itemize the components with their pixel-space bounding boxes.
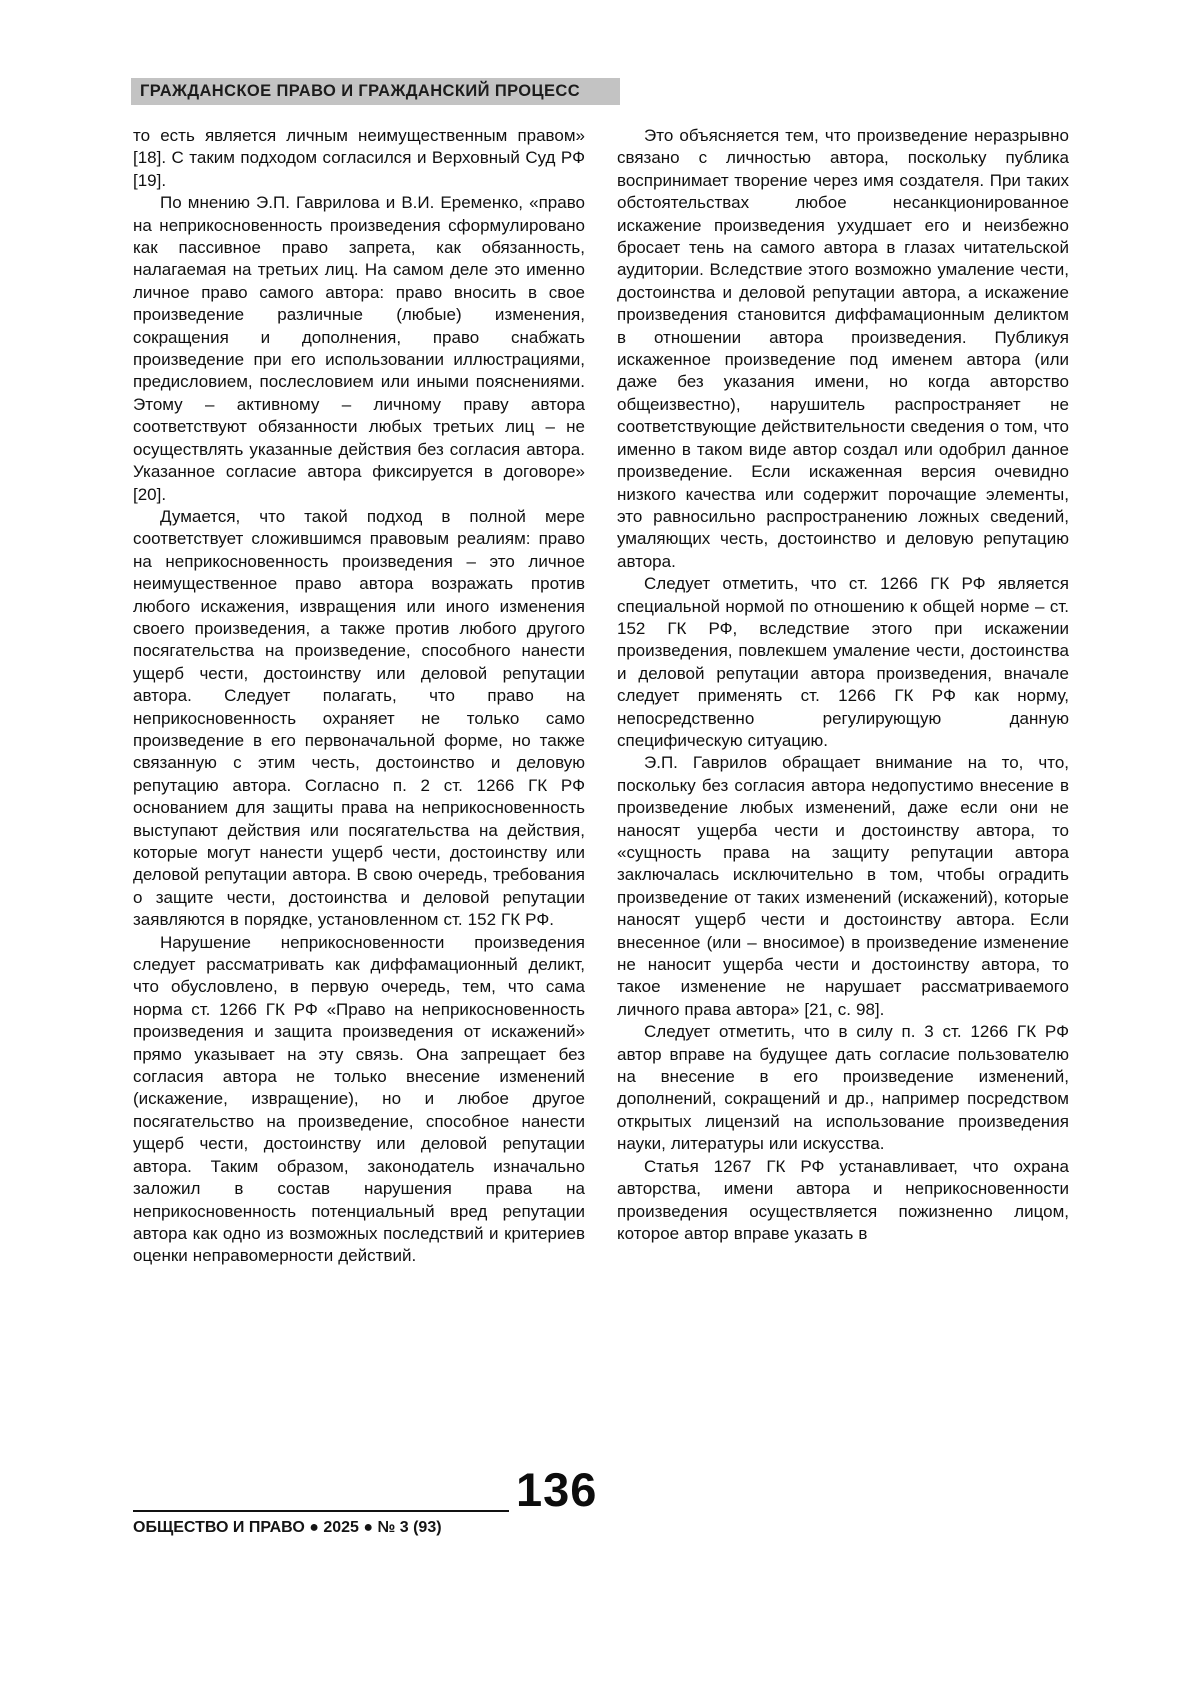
paragraph: то есть является личным неимущественным правом» [18]. С таким подходом согласился и Верховный Суд РФ [19]. xyxy=(133,126,585,190)
right-column xyxy=(617,125,1069,1245)
paragraph: Нарушение неприкосновенности произведения следует рассматривать как диффамационный деликт, что обусловлено, в первую очередь, тем, что сама норма ст. 1266 ГК РФ «Право на неприкосновенность произведения и защита произведения от искажений» прямо указывает на эту связь. Она запрещает без согласия автора не только внесение изменений (искажение, извращение), но и любое другое посягательство на произведение, способное нанести ущерб чести, достоинству или деловой репутации автора. Таким образом, законодатель изначально заложил в состав нарушения права на неприкосновенность потенциальный вред репутации автора как одно из возможных последствий и критериев оценки неправомерности действий. xyxy=(133,932,585,1266)
paragraph: По мнению Э.П. Гаврилова и В.И. Еременко, «право на неприкосновенность произведения сформулировано как пассивное право запрета, как обязанность, налагаемая на третьих лиц. На самом деле это именно личное право самого автора: право вносить в свое произведение различные (любые) изменения, сокращения и дополнения, право снабжать произведение при его использовании иллюстрациями, предисловием, послесловием или иными пояснениями. Этому – активному – личному праву автора соответствуют обязанности любых третьих лиц – не осуществлять указанные действия без согласия автора. Указанное согласие автора фиксируется в договоре» [20]. xyxy=(133,193,585,504)
footer-rule xyxy=(133,1510,509,1512)
journal-footer: ОБЩЕСТВО И ПРАВО ● 2025 ● № 3 (93) xyxy=(133,1519,442,1536)
paragraph: Думается, что такой подход в полной мере соответствует сложившимся правовым реалиям: право на неприкосновенность произведения – это личное неимущественное право автора возражать против любого искажения, извращения или иного изменения своего произведения, а также против любого другого посягательства на произведение, способного нанести ущерб чести, достоинству или деловой репутации автора. Следует полагать, что право на неприкосновенность охраняет не только само произведение в его первоначальной форме, но также связанную с этим честь, достоинство и деловую репутацию автора. Согласно п. 2 ст. 1266 ГК РФ основанием для защиты права на неприкосновенность выступают действия или посягательства на действия, которые могут нанести ущерб чести, достоинству или деловой репутации автора. В свою очередь, требования о защите чести, достоинства и деловой репутации заявляются в порядке, установленном ст. 152 ГК РФ. xyxy=(133,506,585,930)
left-column xyxy=(133,125,585,1268)
paragraph: Это объясняется тем, что произведение неразрывно связано с личностью автора, поскольку публика воспринимает творение через имя создателя. При таких обстоятельствах любое несанкционированное искажение произведения ухудшает его и неизбежно бросает тень на самого автора в глазах читательской аудитории. Вследствие этого возможно умаление чести, достоинства и деловой репутации автора, а искажение произведения становится диффамационным деликтом в отношении автора произведения. Публикуя искаженное произведение под именем автора (или даже без указания имени, но когда авторство общеизвестно), нарушитель распространяет не соответствующие действительности сведения о том, что именно в таком виде автор создал или одобрил данное произведение. Если искаженная версия очевидно низкого качества или содержит порочащие элементы, это равносильно распространению ложных сведений, умаляющих честь, достоинство и деловую репутацию автора. xyxy=(617,126,1069,571)
paragraph: Э.П. Гаврилов обращает внимание на то, что, поскольку без согласия автора недопустимо внесение в произведение любых изменений, даже если они не наносят ущерба чести и достоинству автора, то «сущность права на защиту репутации автора заключалась исключительно в том, чтобы оградить произведение от таких изменений (искажений), которые наносят ущерб чести и достоинству автора. Если внесенное (или – вносимое) в произведение изменение не наносит ущерба чести и достоинству автора, то такое изменение не нарушает рассматриваемого личного права автора» [21, с. 98]. xyxy=(617,753,1069,1019)
paragraph: Следует отметить, что ст. 1266 ГК РФ является специальной нормой по отношению к общей норме – ст. 152 ГК РФ, вследствие этого при искажении произведения, повлекшем умаление чести, достоинства и деловой репутации автора произведения, вначале следует применять ст. 1266 ГК РФ как норму, непосредственно регулирующую данную специфическую ситуацию. xyxy=(617,574,1069,750)
section-header: ГРАЖДАНСКОЕ ПРАВО И ГРАЖДАНСКИЙ ПРОЦЕСС xyxy=(131,78,620,105)
page-number: 136 xyxy=(516,1463,598,1516)
paragraph: Следует отметить, что в силу п. 3 ст. 1266 ГК РФ автор вправе на будущее дать согласие пользователю на внесение в его произведение изменений, дополнений, сокращений и др., например посредством открытых лицензий на использование произведения науки, литературы или искусства. xyxy=(617,1022,1069,1154)
paragraph: Статья 1267 ГК РФ устанавливает, что охрана авторства, имени автора и неприкосновенности произведения осуществляется пожизненно лицом, которое автор вправе указать в xyxy=(617,1156,1069,1243)
